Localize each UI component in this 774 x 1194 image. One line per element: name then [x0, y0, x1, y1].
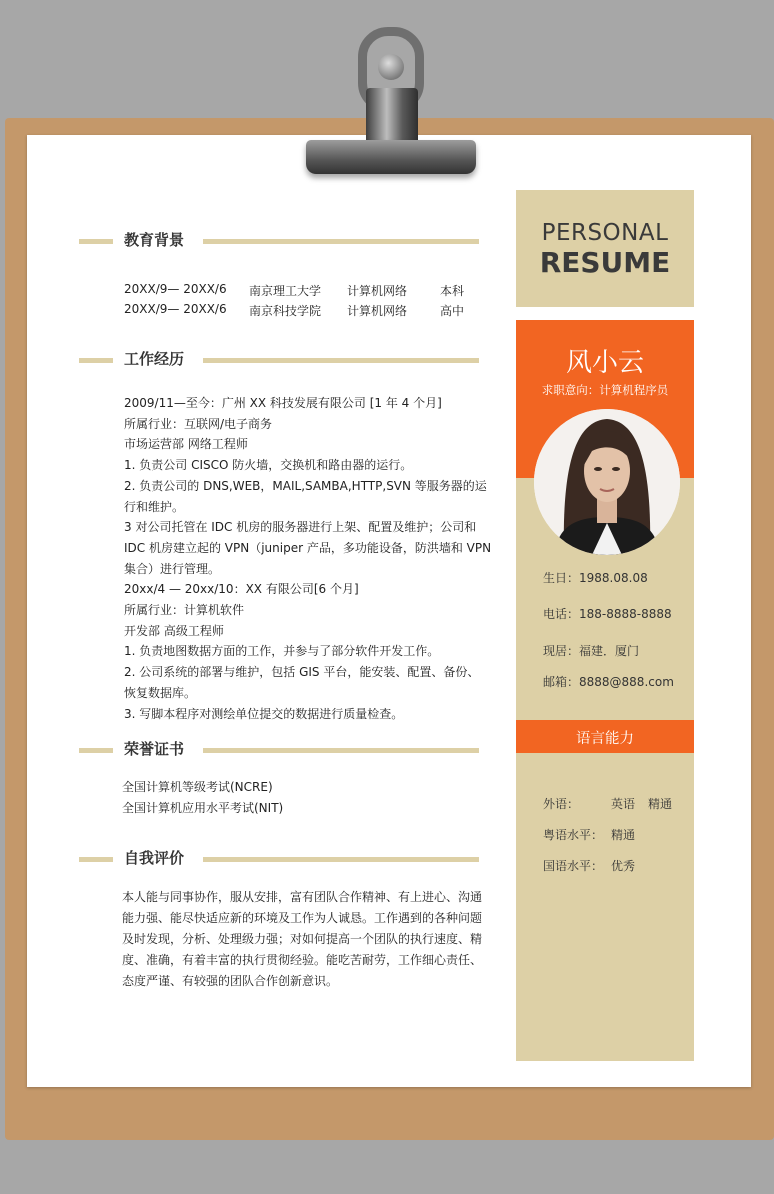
phone-info: 电话：188-8888-8888 — [543, 607, 672, 621]
portrait-image — [534, 409, 680, 555]
email-info: 邮箱：8888@888.com — [543, 675, 674, 689]
resume-title-line2: RESUME — [539, 246, 671, 279]
work-heading — [79, 351, 479, 373]
job-intent: 求职意向：计算机程序员 — [541, 383, 669, 397]
work-line: 恢复数据库。 — [124, 685, 197, 700]
profile-photo — [534, 409, 680, 555]
clip-rivet — [378, 54, 404, 80]
education-row: 20XX/9— 20XX/6 南京科技学院 计算机网络 高中 — [124, 302, 465, 318]
work-line: 3. 写脚本程序对测绘单位提交的数据进行质量检查。 — [124, 706, 404, 721]
education-title: 教育背景 — [124, 231, 185, 249]
honor-item: 全国计算机等级考试(NCRE) — [122, 780, 273, 794]
work-title: 工作经历 — [124, 350, 185, 368]
language-row: 粤语水平： 精通 — [543, 828, 636, 842]
work-line: 20xx/4 — 20xx/10：XX 有限公司[6 个月] — [124, 582, 359, 597]
sidebar-info-panel — [516, 478, 694, 1061]
work-line: 2. 公司系统的部署与维护，包括 GIS 平台，能安装、配置、备份、 — [124, 665, 480, 680]
work-line: 集合）进行管理。 — [124, 561, 221, 576]
self-eval-heading — [79, 850, 479, 872]
education-row: 20XX/9— 20XX/6 南京理工大学 计算机网络 本科 — [124, 282, 465, 298]
work-line: 1. 负责地图数据方面的工作，并参与了部分软件开发工作。 — [124, 644, 440, 659]
language-title: 语言能力 — [576, 731, 634, 747]
work-experience-text — [124, 393, 491, 724]
language-row: 外语： 英语 精通 — [543, 797, 673, 811]
self-eval-title: 自我评价 — [124, 849, 185, 867]
work-line: IDC 机房建立起的 VPN（juniper 产品，多功能设备，防洪墙和 VPN — [124, 540, 492, 555]
work-line: 所属行业：计算机软件 — [124, 603, 245, 618]
honors-title: 荣誉证书 — [124, 740, 185, 758]
resume-title-box — [516, 190, 694, 307]
birth-info: 生日：1988.08.08 — [543, 571, 648, 585]
resume-title-line1: PERSONAL — [541, 220, 669, 246]
work-line: 所属行业：互联网/电子商务 — [124, 416, 273, 431]
work-line: 2. 负责公司的 DNS,WEB，MAIL,SAMBA,HTTP,SVN 等服务器的运 — [124, 478, 487, 493]
work-line: 2009/11—至今：广州 XX 科技发展有限公司 [1 年 4 个月] — [124, 396, 442, 410]
work-line: 行和维护。 — [124, 499, 185, 514]
candidate-name: 风小云 — [565, 348, 644, 378]
work-line: 1. 负责公司 CISCO 防火墙，交换机和路由器的运行。 — [124, 458, 413, 473]
work-line: 市场运营部 网络工程师 — [124, 437, 248, 452]
honors-heading — [79, 741, 479, 763]
clip-body — [366, 88, 418, 148]
honors-list — [122, 777, 283, 818]
education-heading — [79, 232, 479, 254]
clip-base — [306, 140, 476, 174]
work-line: 开发部 高级工程师 — [124, 623, 224, 638]
self-eval-text: 本人能与同事协作，服从安排，富有团队合作精神、有上进心、沟通 能力强、能尽快适应新的环境及工作为人诚恳。工作遇到的各种问题 及时发现，分析、处理级力强；对如何提高一个团队的执行速度、精 度、准确，有着丰富的执行贯彻经验。能吃苦耐劳，工作细心责任、 态度严谨、有较强的团队合作创新意识。 — [122, 890, 483, 988]
language-row: 国语水平： 优秀 — [543, 859, 636, 873]
honor-item: 全国计算机应用水平考试(NIT) — [122, 800, 284, 815]
residence-info: 现居：福建．厦门 — [543, 644, 640, 658]
language-heading — [516, 720, 694, 753]
work-line: 3 对公司托管在 IDC 机房的服务器进行上架、配置及维护；公司和 — [124, 520, 477, 535]
